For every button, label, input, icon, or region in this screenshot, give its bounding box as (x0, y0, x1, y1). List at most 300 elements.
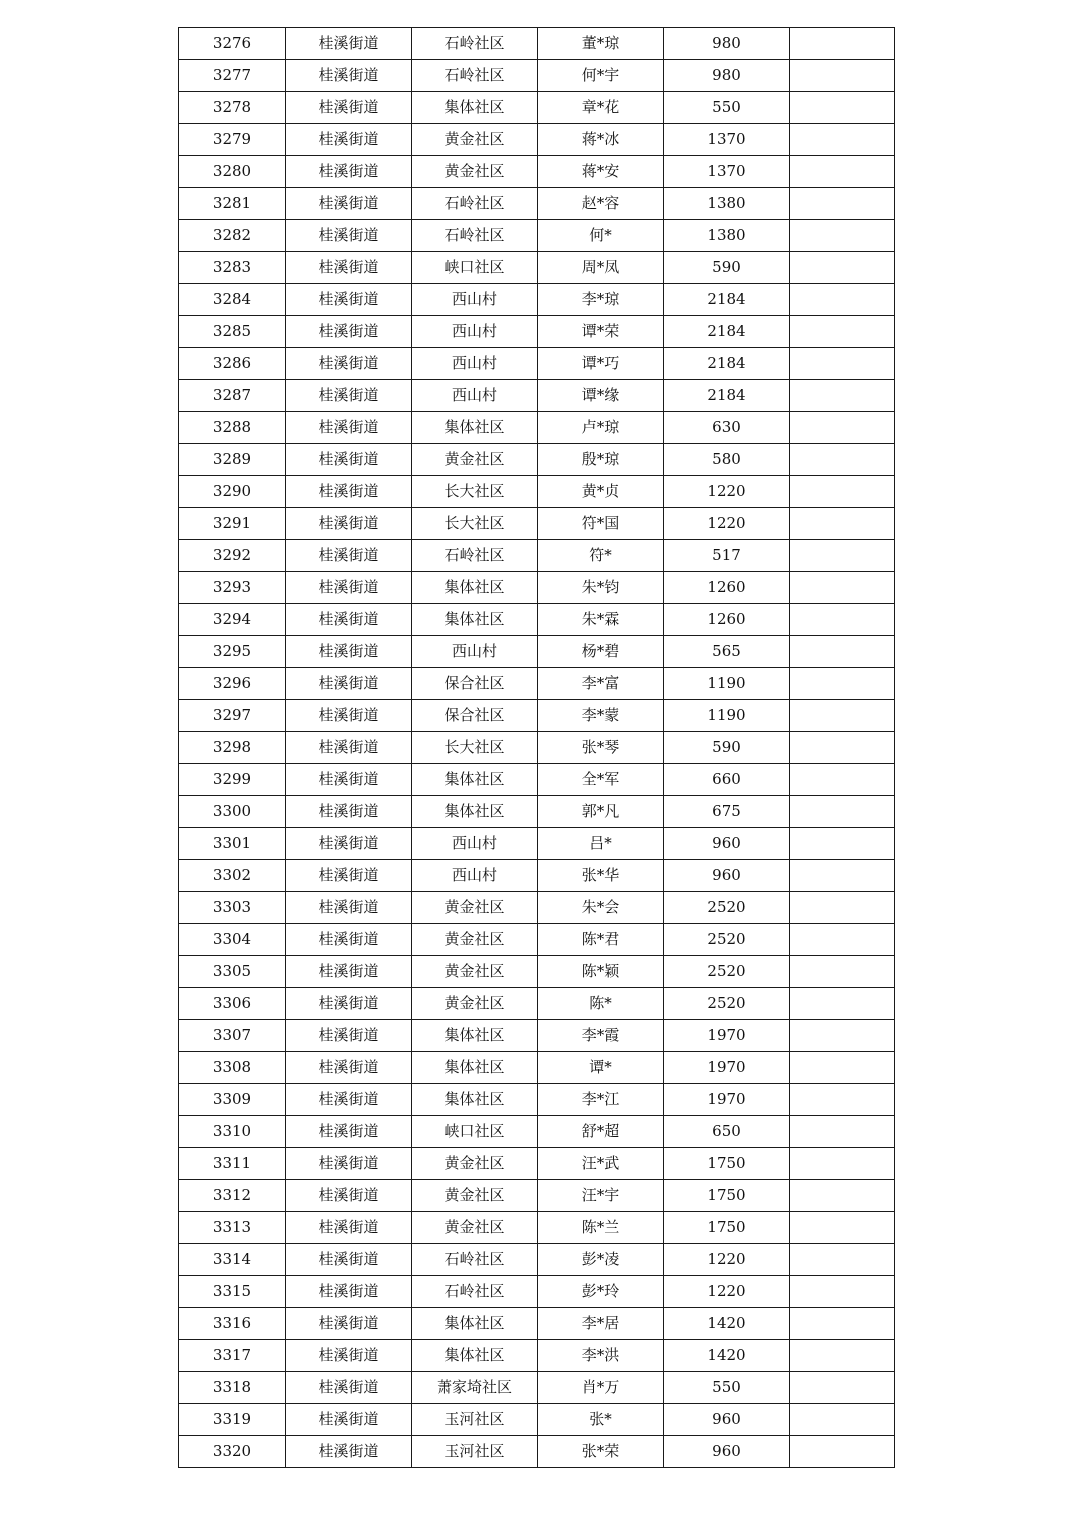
serial-number-cell: 3313 (179, 1212, 286, 1244)
remark-cell (790, 988, 895, 1020)
remark-cell (790, 1212, 895, 1244)
amount-cell: 660 (664, 764, 790, 796)
serial-number-cell: 3319 (179, 1404, 286, 1436)
remark-cell (790, 60, 895, 92)
community-cell: 玉河社区 (412, 1404, 538, 1436)
table-row (179, 572, 895, 604)
name-cell: 章*花 (538, 92, 664, 124)
amount-cell: 1750 (664, 1180, 790, 1212)
amount-cell: 1970 (664, 1052, 790, 1084)
street-cell: 桂溪街道 (286, 1180, 412, 1212)
serial-number-cell: 3314 (179, 1244, 286, 1276)
street-cell: 桂溪街道 (286, 1244, 412, 1276)
table-row (179, 892, 895, 924)
community-cell: 黄金社区 (412, 1148, 538, 1180)
remark-cell (790, 188, 895, 220)
remark-cell (790, 1308, 895, 1340)
community-cell: 石岭社区 (412, 28, 538, 60)
community-cell: 玉河社区 (412, 1436, 538, 1468)
amount-cell: 1750 (664, 1148, 790, 1180)
serial-number-cell: 3303 (179, 892, 286, 924)
community-cell: 石岭社区 (412, 1244, 538, 1276)
name-cell: 李*江 (538, 1084, 664, 1116)
street-cell: 桂溪街道 (286, 444, 412, 476)
serial-number-cell: 3306 (179, 988, 286, 1020)
serial-number-cell: 3311 (179, 1148, 286, 1180)
serial-number-cell: 3300 (179, 796, 286, 828)
name-cell: 张*华 (538, 860, 664, 892)
street-cell: 桂溪街道 (286, 1308, 412, 1340)
name-cell: 谭* (538, 1052, 664, 1084)
remark-cell (790, 444, 895, 476)
table-row (179, 764, 895, 796)
serial-number-cell: 3299 (179, 764, 286, 796)
serial-number-cell: 3286 (179, 348, 286, 380)
remark-cell (790, 828, 895, 860)
serial-number-cell: 3282 (179, 220, 286, 252)
community-cell: 集体社区 (412, 1020, 538, 1052)
name-cell: 舒*超 (538, 1116, 664, 1148)
name-cell: 张*琴 (538, 732, 664, 764)
amount-cell: 1220 (664, 476, 790, 508)
street-cell: 桂溪街道 (286, 1276, 412, 1308)
remark-cell (790, 412, 895, 444)
name-cell: 蒋*安 (538, 156, 664, 188)
amount-cell: 590 (664, 732, 790, 764)
street-cell: 桂溪街道 (286, 1052, 412, 1084)
remark-cell (790, 1276, 895, 1308)
serial-number-cell: 3287 (179, 380, 286, 412)
street-cell: 桂溪街道 (286, 540, 412, 572)
community-cell: 峡口社区 (412, 252, 538, 284)
street-cell: 桂溪街道 (286, 1212, 412, 1244)
community-cell: 集体社区 (412, 412, 538, 444)
remark-cell (790, 764, 895, 796)
remark-cell (790, 380, 895, 412)
amount-cell: 675 (664, 796, 790, 828)
community-cell: 黄金社区 (412, 124, 538, 156)
street-cell: 桂溪街道 (286, 956, 412, 988)
table-row (179, 604, 895, 636)
table-row (179, 1052, 895, 1084)
street-cell: 桂溪街道 (286, 284, 412, 316)
serial-number-cell: 3293 (179, 572, 286, 604)
street-cell: 桂溪街道 (286, 1436, 412, 1468)
name-cell: 吕* (538, 828, 664, 860)
remark-cell (790, 476, 895, 508)
amount-cell: 580 (664, 444, 790, 476)
table-row (179, 1372, 895, 1404)
remark-cell (790, 1404, 895, 1436)
community-cell: 黄金社区 (412, 156, 538, 188)
serial-number-cell: 3277 (179, 60, 286, 92)
serial-number-cell: 3312 (179, 1180, 286, 1212)
street-cell: 桂溪街道 (286, 636, 412, 668)
community-cell: 石岭社区 (412, 60, 538, 92)
serial-number-cell: 3315 (179, 1276, 286, 1308)
name-cell: 李*霞 (538, 1020, 664, 1052)
amount-cell: 960 (664, 1404, 790, 1436)
serial-number-cell: 3280 (179, 156, 286, 188)
amount-cell: 1380 (664, 188, 790, 220)
street-cell: 桂溪街道 (286, 572, 412, 604)
community-cell: 集体社区 (412, 1084, 538, 1116)
amount-cell: 650 (664, 1116, 790, 1148)
community-cell: 集体社区 (412, 1340, 538, 1372)
table-row (179, 284, 895, 316)
community-cell: 黄金社区 (412, 892, 538, 924)
table-row (179, 444, 895, 476)
name-cell: 卢*琼 (538, 412, 664, 444)
amount-cell: 1260 (664, 572, 790, 604)
community-cell: 石岭社区 (412, 188, 538, 220)
street-cell: 桂溪街道 (286, 124, 412, 156)
street-cell: 桂溪街道 (286, 476, 412, 508)
community-cell: 集体社区 (412, 604, 538, 636)
name-cell: 符*国 (538, 508, 664, 540)
serial-number-cell: 3281 (179, 188, 286, 220)
name-cell: 李*富 (538, 668, 664, 700)
serial-number-cell: 3291 (179, 508, 286, 540)
community-cell: 集体社区 (412, 92, 538, 124)
community-cell: 集体社区 (412, 796, 538, 828)
table-row (179, 1180, 895, 1212)
serial-number-cell: 3289 (179, 444, 286, 476)
serial-number-cell: 3276 (179, 28, 286, 60)
name-cell: 汪*宇 (538, 1180, 664, 1212)
remark-cell (790, 1052, 895, 1084)
remark-cell (790, 1148, 895, 1180)
street-cell: 桂溪街道 (286, 380, 412, 412)
amount-cell: 2184 (664, 316, 790, 348)
name-cell: 张* (538, 1404, 664, 1436)
amount-cell: 2184 (664, 380, 790, 412)
community-cell: 西山村 (412, 828, 538, 860)
remark-cell (790, 28, 895, 60)
serial-number-cell: 3297 (179, 700, 286, 732)
name-cell: 朱*霖 (538, 604, 664, 636)
table-row (179, 796, 895, 828)
community-cell: 黄金社区 (412, 1180, 538, 1212)
street-cell: 桂溪街道 (286, 188, 412, 220)
remark-cell (790, 572, 895, 604)
amount-cell: 2520 (664, 956, 790, 988)
street-cell: 桂溪街道 (286, 988, 412, 1020)
amount-cell: 2520 (664, 892, 790, 924)
community-cell: 石岭社区 (412, 540, 538, 572)
table-row (179, 316, 895, 348)
street-cell: 桂溪街道 (286, 796, 412, 828)
table-row (179, 956, 895, 988)
street-cell: 桂溪街道 (286, 220, 412, 252)
remark-cell (790, 1372, 895, 1404)
table-row (179, 92, 895, 124)
table-row (179, 1276, 895, 1308)
table-row (179, 508, 895, 540)
name-cell: 肖*万 (538, 1372, 664, 1404)
remark-cell (790, 284, 895, 316)
community-cell: 石岭社区 (412, 220, 538, 252)
community-cell: 黄金社区 (412, 956, 538, 988)
table-row (179, 636, 895, 668)
street-cell: 桂溪街道 (286, 892, 412, 924)
remark-cell (790, 220, 895, 252)
community-cell: 峡口社区 (412, 1116, 538, 1148)
table-row (179, 1436, 895, 1468)
name-cell: 李*洪 (538, 1340, 664, 1372)
amount-cell: 2520 (664, 988, 790, 1020)
amount-cell: 1190 (664, 700, 790, 732)
serial-number-cell: 3278 (179, 92, 286, 124)
serial-number-cell: 3294 (179, 604, 286, 636)
table-row (179, 220, 895, 252)
remark-cell (790, 796, 895, 828)
community-cell: 长大社区 (412, 508, 538, 540)
remark-cell (790, 92, 895, 124)
street-cell: 桂溪街道 (286, 1084, 412, 1116)
name-cell: 陈* (538, 988, 664, 1020)
table-row (179, 188, 895, 220)
community-cell: 萧家埼社区 (412, 1372, 538, 1404)
table-row (179, 924, 895, 956)
community-cell: 西山村 (412, 860, 538, 892)
street-cell: 桂溪街道 (286, 700, 412, 732)
amount-cell: 1370 (664, 156, 790, 188)
table-row (179, 988, 895, 1020)
community-cell: 保合社区 (412, 700, 538, 732)
serial-number-cell: 3320 (179, 1436, 286, 1468)
amount-cell: 550 (664, 92, 790, 124)
street-cell: 桂溪街道 (286, 252, 412, 284)
amount-cell: 1190 (664, 668, 790, 700)
name-cell: 汪*武 (538, 1148, 664, 1180)
remark-cell (790, 316, 895, 348)
name-cell: 周*凤 (538, 252, 664, 284)
table-row (179, 1340, 895, 1372)
amount-cell: 565 (664, 636, 790, 668)
name-cell: 郭*凡 (538, 796, 664, 828)
table-row (179, 1404, 895, 1436)
amount-cell: 1220 (664, 1276, 790, 1308)
amount-cell: 550 (664, 1372, 790, 1404)
community-cell: 黄金社区 (412, 924, 538, 956)
remark-cell (790, 1116, 895, 1148)
remark-cell (790, 252, 895, 284)
amount-cell: 1260 (664, 604, 790, 636)
table-row (179, 412, 895, 444)
serial-number-cell: 3316 (179, 1308, 286, 1340)
name-cell: 何* (538, 220, 664, 252)
name-cell: 陈*兰 (538, 1212, 664, 1244)
amount-cell: 1970 (664, 1084, 790, 1116)
amount-cell: 1420 (664, 1340, 790, 1372)
table-row (179, 700, 895, 732)
street-cell: 桂溪街道 (286, 732, 412, 764)
name-cell: 谭*荣 (538, 316, 664, 348)
community-cell: 长大社区 (412, 732, 538, 764)
remark-cell (790, 156, 895, 188)
serial-number-cell: 3292 (179, 540, 286, 572)
serial-number-cell: 3305 (179, 956, 286, 988)
serial-number-cell: 3310 (179, 1116, 286, 1148)
amount-cell: 2184 (664, 284, 790, 316)
amount-cell: 980 (664, 60, 790, 92)
name-cell: 殷*琼 (538, 444, 664, 476)
amount-cell: 1220 (664, 508, 790, 540)
table-row (179, 476, 895, 508)
serial-number-cell: 3298 (179, 732, 286, 764)
name-cell: 董*琼 (538, 28, 664, 60)
name-cell: 陈*颖 (538, 956, 664, 988)
name-cell: 谭*巧 (538, 348, 664, 380)
name-cell: 陈*君 (538, 924, 664, 956)
name-cell: 朱*钧 (538, 572, 664, 604)
serial-number-cell: 3296 (179, 668, 286, 700)
street-cell: 桂溪街道 (286, 604, 412, 636)
community-cell: 黄金社区 (412, 1212, 538, 1244)
remark-cell (790, 1020, 895, 1052)
table-row (179, 60, 895, 92)
name-cell: 符* (538, 540, 664, 572)
remark-cell (790, 1180, 895, 1212)
community-cell: 集体社区 (412, 1308, 538, 1340)
name-cell: 张*荣 (538, 1436, 664, 1468)
name-cell: 谭*缘 (538, 380, 664, 412)
serial-number-cell: 3290 (179, 476, 286, 508)
street-cell: 桂溪街道 (286, 28, 412, 60)
name-cell: 彭*凌 (538, 1244, 664, 1276)
roster-table (178, 27, 895, 1468)
remark-cell (790, 348, 895, 380)
table-row (179, 732, 895, 764)
serial-number-cell: 3304 (179, 924, 286, 956)
street-cell: 桂溪街道 (286, 316, 412, 348)
name-cell: 朱*会 (538, 892, 664, 924)
name-cell: 杨*碧 (538, 636, 664, 668)
name-cell: 赵*容 (538, 188, 664, 220)
amount-cell: 590 (664, 252, 790, 284)
amount-cell: 1380 (664, 220, 790, 252)
amount-cell: 1750 (664, 1212, 790, 1244)
serial-number-cell: 3307 (179, 1020, 286, 1052)
remark-cell (790, 1244, 895, 1276)
community-cell: 西山村 (412, 284, 538, 316)
table-row (179, 668, 895, 700)
serial-number-cell: 3285 (179, 316, 286, 348)
remark-cell (790, 1340, 895, 1372)
table-row (179, 1212, 895, 1244)
remark-cell (790, 604, 895, 636)
amount-cell: 2520 (664, 924, 790, 956)
remark-cell (790, 860, 895, 892)
street-cell: 桂溪街道 (286, 1020, 412, 1052)
street-cell: 桂溪街道 (286, 828, 412, 860)
amount-cell: 980 (664, 28, 790, 60)
remark-cell (790, 1436, 895, 1468)
serial-number-cell: 3279 (179, 124, 286, 156)
table-row (179, 380, 895, 412)
remark-cell (790, 892, 895, 924)
name-cell: 李*蒙 (538, 700, 664, 732)
community-cell: 西山村 (412, 348, 538, 380)
remark-cell (790, 924, 895, 956)
table-row (179, 828, 895, 860)
remark-cell (790, 732, 895, 764)
amount-cell: 2184 (664, 348, 790, 380)
amount-cell: 630 (664, 412, 790, 444)
street-cell: 桂溪街道 (286, 1116, 412, 1148)
name-cell: 李*居 (538, 1308, 664, 1340)
table-row (179, 252, 895, 284)
street-cell: 桂溪街道 (286, 92, 412, 124)
table-row (179, 1244, 895, 1276)
remark-cell (790, 508, 895, 540)
community-cell: 西山村 (412, 316, 538, 348)
serial-number-cell: 3317 (179, 1340, 286, 1372)
community-cell: 西山村 (412, 636, 538, 668)
street-cell: 桂溪街道 (286, 1372, 412, 1404)
amount-cell: 960 (664, 860, 790, 892)
street-cell: 桂溪街道 (286, 764, 412, 796)
amount-cell: 1220 (664, 1244, 790, 1276)
name-cell: 何*宇 (538, 60, 664, 92)
remark-cell (790, 700, 895, 732)
roster-table-body (179, 28, 895, 1468)
serial-number-cell: 3302 (179, 860, 286, 892)
remark-cell (790, 668, 895, 700)
community-cell: 保合社区 (412, 668, 538, 700)
name-cell: 李*琼 (538, 284, 664, 316)
street-cell: 桂溪街道 (286, 860, 412, 892)
community-cell: 集体社区 (412, 764, 538, 796)
amount-cell: 1970 (664, 1020, 790, 1052)
serial-number-cell: 3301 (179, 828, 286, 860)
street-cell: 桂溪街道 (286, 60, 412, 92)
table-row (179, 28, 895, 60)
name-cell: 彭*玲 (538, 1276, 664, 1308)
community-cell: 长大社区 (412, 476, 538, 508)
remark-cell (790, 540, 895, 572)
remark-cell (790, 1084, 895, 1116)
street-cell: 桂溪街道 (286, 508, 412, 540)
street-cell: 桂溪街道 (286, 1148, 412, 1180)
remark-cell (790, 124, 895, 156)
amount-cell: 960 (664, 1436, 790, 1468)
amount-cell: 1420 (664, 1308, 790, 1340)
street-cell: 桂溪街道 (286, 1404, 412, 1436)
table-row (179, 860, 895, 892)
street-cell: 桂溪街道 (286, 1340, 412, 1372)
serial-number-cell: 3318 (179, 1372, 286, 1404)
serial-number-cell: 3308 (179, 1052, 286, 1084)
serial-number-cell: 3309 (179, 1084, 286, 1116)
remark-cell (790, 956, 895, 988)
street-cell: 桂溪街道 (286, 412, 412, 444)
name-cell: 黄*贞 (538, 476, 664, 508)
table-row (179, 1116, 895, 1148)
serial-number-cell: 3295 (179, 636, 286, 668)
table-row (179, 124, 895, 156)
street-cell: 桂溪街道 (286, 348, 412, 380)
community-cell: 石岭社区 (412, 1276, 538, 1308)
street-cell: 桂溪街道 (286, 156, 412, 188)
amount-cell: 960 (664, 828, 790, 860)
community-cell: 西山村 (412, 380, 538, 412)
serial-number-cell: 3283 (179, 252, 286, 284)
community-cell: 集体社区 (412, 572, 538, 604)
document-page (178, 27, 894, 1468)
name-cell: 蒋*冰 (538, 124, 664, 156)
